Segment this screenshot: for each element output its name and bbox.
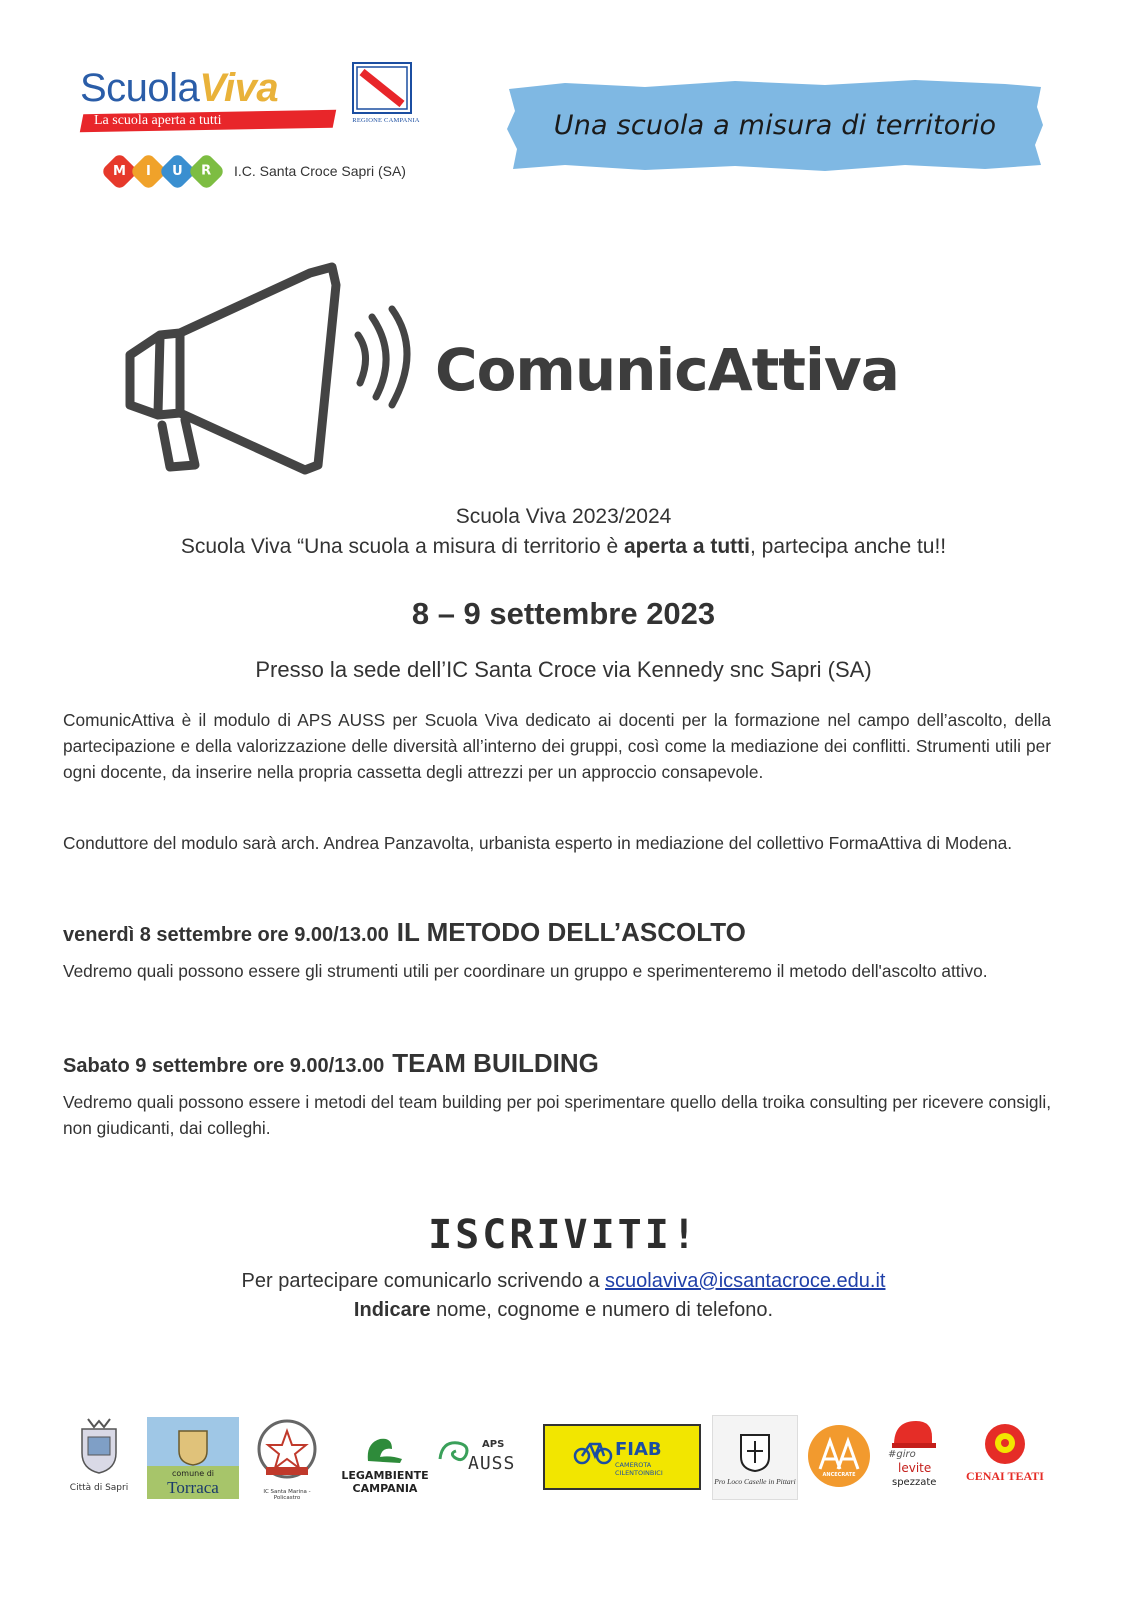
auss-aps-label: APS — [482, 1439, 505, 1450]
session-1-heading — [63, 917, 746, 948]
scuolaviva-logo — [80, 64, 350, 134]
comunicattiva-title: ComunicAttiva — [435, 336, 899, 404]
signup-requirements: Indicare nome, cognome e numero di telefono. — [353, 1299, 774, 1321]
regione-label: REGIONE CAMPANIA — [352, 117, 420, 124]
session-1-description: Vedremo quali possono essere gli strumenti utili per coordinare un gruppo e sperimenteremo il metodo dell'ascolto attivo. — [63, 961, 988, 981]
session-2-description: Vedremo quali possono essere i metodi del team building per poi sperimentare quello della troika consulting per ricevere consigli, non giudicanti, dai colleghi. — [63, 1092, 1051, 1138]
auss-label: AUSS — [468, 1453, 516, 1474]
partner-ancecrate — [806, 1415, 872, 1500]
scuolaviva-wordmark: ScuolaViva — [80, 66, 279, 110]
torraca-small-label: comune di — [172, 1469, 214, 1478]
fiab-sub-label-1: CAMEROTA — [615, 1461, 652, 1469]
pro-loco-label: Pro Loco Caselle in Pittari — [714, 1477, 796, 1486]
miur-letter-m: M — [100, 152, 138, 190]
session-2-heading — [63, 1048, 599, 1079]
school-name: I.C. Santa Croce Sapri (SA) — [234, 163, 406, 179]
signup-heading: ISCRIVITI! — [428, 1212, 699, 1258]
banner-text: Una scuola a misura di territorio — [553, 109, 997, 141]
comunicattiva-hero — [110, 255, 930, 485]
partner-cenai-teati — [962, 1415, 1048, 1500]
program-year: Scuola Viva 2023/2024 — [455, 505, 672, 528]
bicycle-icon — [573, 1439, 613, 1465]
event-venue: Presso la sede dell’IC Santa Croce via Kennedy snc Sapri (SA) — [255, 657, 872, 682]
theatre-mask-icon — [982, 1421, 1028, 1467]
partner-fiab — [543, 1415, 703, 1500]
fiab-sub-label-2: CILENTOINBICI — [615, 1469, 663, 1477]
session-2-time: Sabato 9 settembre ore 9.00/13.00 — [63, 1055, 385, 1077]
ancecrate-circle-icon — [806, 1423, 872, 1489]
partner-citta-di-sapri — [68, 1415, 130, 1500]
cenai-label: CENAI TEATI — [966, 1469, 1044, 1483]
scuolaviva-tagline: La scuola aperta a tutti — [94, 113, 222, 128]
pro-loco-crest-icon — [737, 1431, 773, 1473]
signup-instructions: Per partecipare comunicarlo scrivendo a scuolaviva@icsantacroce.edu.it — [241, 1270, 886, 1292]
partner-aps-auss — [436, 1415, 534, 1500]
legambiente-region-label: CAMPANIA — [352, 1482, 418, 1495]
legambiente-label: LEGAMBIENTE — [341, 1469, 429, 1482]
session-1-title: IL METODO DELL’ASCOLTO — [396, 917, 746, 947]
miur-letter-r: R — [187, 152, 225, 190]
regione-shield-icon — [352, 62, 412, 114]
school-emblem-caption: IC Santa Marina - Policastro — [263, 1489, 311, 1501]
italian-emblem-icon — [252, 1415, 322, 1485]
session-2-title: TEAM BUILDING — [392, 1048, 599, 1078]
torraca-crest-icon — [175, 1427, 211, 1467]
regione-campania-logo — [346, 62, 426, 130]
session-1-time: venerdì 8 settembre ore 9.00/13.00 — [63, 924, 389, 946]
slogan-emphasis: aperta a tutti — [623, 535, 751, 558]
banner-brush — [505, 75, 1045, 175]
ancecrate-label: ANCECRATE — [822, 1472, 856, 1478]
sapri-crest-icon — [68, 1415, 130, 1477]
program-slogan: Scuola Viva “Una scuola a misura di territorio è aperta a tutti, partecipa anche tu!! — [180, 535, 947, 558]
fiab-label: FIAB — [615, 1439, 662, 1460]
megaphone-icon — [110, 255, 440, 485]
miur-letter-u: U — [158, 152, 196, 190]
sapri-caption: Città di Sapri — [69, 1483, 129, 1493]
helmet-icon — [890, 1417, 936, 1451]
legambiente-swan-icon — [362, 1433, 406, 1467]
partner-comune-torraca — [147, 1415, 239, 1500]
giro-spezzate: spezzate — [892, 1477, 937, 1488]
torraca-label: Torraca — [167, 1478, 219, 1497]
partner-legambiente — [340, 1415, 430, 1500]
partner-giro-levite-spezzate — [882, 1415, 954, 1500]
miur-logo — [106, 153, 406, 189]
module-description: ComunicAttiva è il modulo di APS AUSS per Scuola Viva dedicato ai docenti per la formazione nel campo dell’ascolto, della partecipazione e della valorizzazione delle diversità all’interno dei gruppi, così come la mediazione dei conflitti. Strumenti utili per ogni docente, da inserire nella propria cassetta degli attrezzi per un approccio consapevole. — [63, 710, 1051, 782]
signup-email-link[interactable]: scuolaviva@icsantacroce.edu.it — [605, 1270, 886, 1292]
giro-hashtag: #giro — [888, 1449, 916, 1460]
miur-letter-i: I — [129, 152, 167, 190]
event-date: 8 – 9 settembre 2023 — [411, 596, 716, 631]
conductor-description: Conduttore del modulo sarà arch. Andrea Panzavolta, urbanista esperto in mediazione del collettivo FormaAttiva di Modena. — [63, 833, 1013, 853]
giro-levite: levite — [898, 1461, 932, 1475]
partner-school-emblem — [252, 1415, 322, 1500]
partner-pro-loco — [712, 1415, 798, 1500]
